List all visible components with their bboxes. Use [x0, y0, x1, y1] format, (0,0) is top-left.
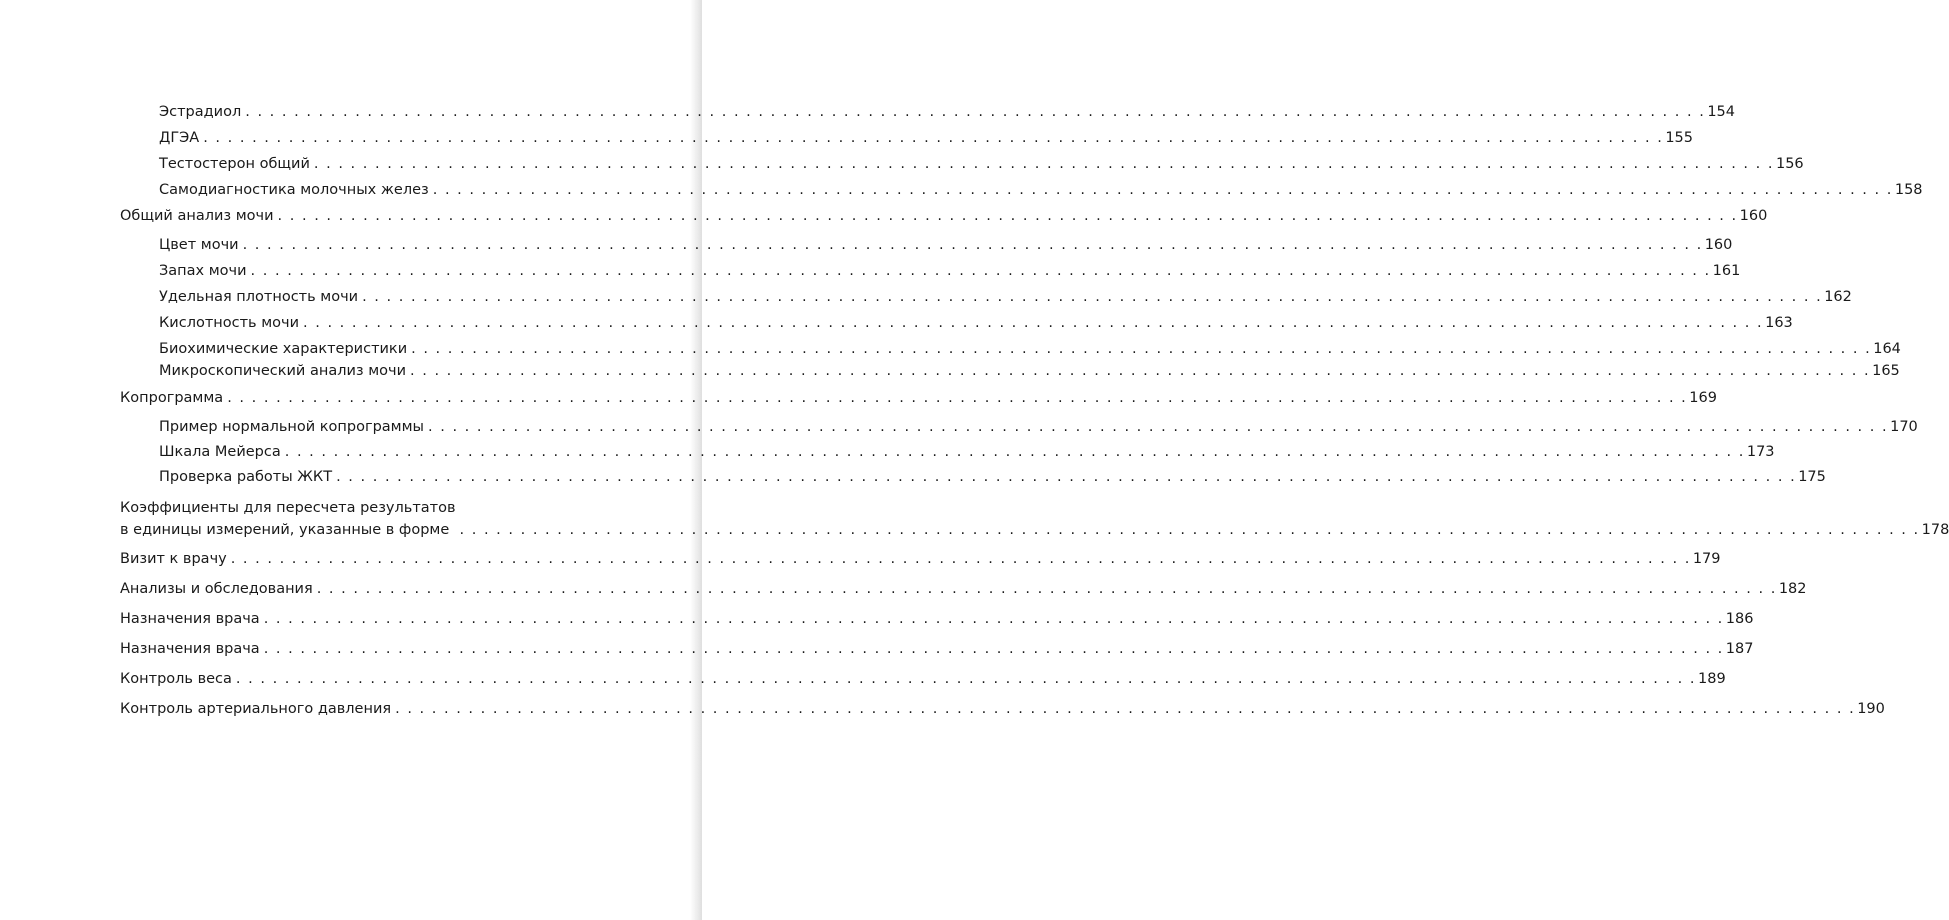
toc-entry-label: ДГЭА — [159, 130, 200, 146]
toc-leader-dots: . . . . . . . . . . . . . . . . . . . . . . . . . . . . . . . . . . . . . . . . . . . . . . . . . . . . . . . . . . . . . . . . . . . . . . . . . . . . . . . . . . . . . . . . . . . . . . . . . . . . . . . . . . . . . . . . . . . . . . . . — [395, 701, 1856, 717]
toc-section-page: 160 — [1739, 208, 1768, 224]
toc-leader-dots: . . . . . . . . . . . . . . . . . . . . . . . . . . . . . . . . . . . . . . . . . . . . . . . . . . . . . . . . . . . . . . . . . . . . . . . . . . . . . . . . . . . . . . . . . . . . . . . . . . . . . . . . . . . . . . . . . . . . . . . . — [284, 444, 1745, 460]
toc-section[interactable] — [120, 700, 1885, 718]
toc-entry-label: Цвет мочи — [159, 237, 239, 253]
toc-section-label: Анализы и обследования — [120, 581, 313, 597]
toc-section-label: Назначения врача — [120, 611, 260, 627]
toc-section[interactable] — [120, 207, 1768, 225]
toc-leader-dots: . . . . . . . . . . . . . . . . . . . . . . . . . . . . . . . . . . . . . . . . . . . . . . . . . . . . . . . . . . . . . . . . . . . . . . . . . . . . . . . . . . . . . . . . . . . . . . . . . . . . . . . . . . . . . . . . . . . . . . . . — [263, 641, 1724, 657]
toc-section[interactable] — [120, 640, 1754, 658]
toc-section-label: Визит к врачу — [120, 551, 227, 567]
toc-leader-dots: . . . . . . . . . . . . . . . . . . . . . . . . . . . . . . . . . . . . . . . . . . . . . . . . . . . . . . . . . . . . . . . . . . . . . . . . . . . . . . . . . . . . . . . . . . . . . . . . . . . . . . . . . . . . . . . . . . . . . . . . — [428, 419, 1889, 435]
toc-leader-dots: . . . . . . . . . . . . . . . . . . . . . . . . . . . . . . . . . . . . . . . . . . . . . . . . . . . . . . . . . . . . . . . . . . . . . . . . . . . . . . . . . . . . . . . . . . . . . . . . . . . . . . . . . . . . . . . . . . . . . . . . — [250, 263, 1711, 279]
toc-entry-page: 160 — [1704, 237, 1733, 253]
toc-section-page: 178 — [1921, 522, 1949, 538]
toc-entry[interactable] — [159, 103, 1736, 121]
toc-entry[interactable] — [159, 236, 1733, 254]
toc-entry-label: Проверка работы ЖКТ — [159, 469, 333, 485]
toc-section-label-line1: Коэффициенты для пересчета результатов — [120, 500, 456, 516]
toc-section-page: 186 — [1725, 611, 1754, 627]
toc-entry-page: 170 — [1890, 419, 1918, 435]
toc-leader-dots: . . . . . . . . . . . . . . . . . . . . . . . . . . . . . . . . . . . . . . . . . . . . . . . . . . . . . . . . . . . . . . . . . . . . . . . . . . . . . . . . . . . . . . . . . . . . . . . . . . . . . . . . . . . . . . . . . . . . . . . . — [230, 551, 1691, 567]
toc-entry[interactable] — [159, 443, 1775, 461]
toc-entry-label: Удельная плотность мочи — [159, 289, 359, 305]
toc-section-label: Назначения врача — [120, 641, 260, 657]
toc-entry-label: Запах мочи — [159, 263, 247, 279]
toc-entry-page: 154 — [1707, 104, 1736, 120]
toc-section-label-multiline — [120, 497, 460, 541]
toc-entry[interactable] — [159, 314, 1793, 332]
toc-section[interactable] — [120, 670, 1726, 688]
toc-section-page: 189 — [1698, 671, 1726, 687]
toc-leader-dots: . . . . . . . . . . . . . . . . . . . . . . . . . . . . . . . . . . . . . . . . . . . . . . . . . . . . . . . . . . . . . . . . . . . . . . . . . . . . . . . . . . . . . . . . . . . . . . . . . . . . . . . . . . . . . . . . . . . . . . . . — [411, 341, 1872, 357]
toc-section-label-line2: в единицы измерений, указанные в форме — [120, 522, 450, 538]
toc-section-page: 182 — [1778, 581, 1807, 597]
toc-section[interactable] — [120, 497, 1949, 541]
toc-entry[interactable] — [159, 468, 1826, 486]
toc-leader-dots: . . . . . . . . . . . . . . . . . . . . . . . . . . . . . . . . . . . . . . . . . . . . . . . . . . . . . . . . . . . . . . . . . . . . . . . . . . . . . . . . . . . . . . . . . . . . . . . . . . . . . . . . . . . . . . . . . . . . . . . . — [313, 156, 1774, 172]
toc-section-page: 169 — [1689, 390, 1717, 406]
toc-entry-label: Эстрадиол — [159, 104, 242, 120]
toc-leader-dots: . . . . . . . . . . . . . . . . . . . . . . . . . . . . . . . . . . . . . . . . . . . . . . . . . . . . . . . . . . . . . . . . . . . . . . . . . . . . . . . . . . . . . . . . . . . . . . . . . . . . . . . . . . . . . . . . . . . . . . . . — [277, 208, 1738, 224]
toc-entry-page: 164 — [1873, 341, 1901, 357]
toc-entry-label: Микроскопический анализ мочи — [159, 363, 407, 379]
toc-leader-dots: . . . . . . . . . . . . . . . . . . . . . . . . . . . . . . . . . . . . . . . . . . . . . . . . . . . . . . . . . . . . . . . . . . . . . . . . . . . . . . . . . . . . . . . . . . . . . . . . . . . . . . . . . . . . . . . . . . . . . . . . — [263, 611, 1724, 627]
toc-entry[interactable] — [159, 288, 1852, 306]
toc-section[interactable] — [120, 550, 1721, 568]
toc-leader-dots: . . . . . . . . . . . . . . . . . . . . . . . . . . . . . . . . . . . . . . . . . . . . . . . . . . . . . . . . . . . . . . . . . . . . . . . . . . . . . . . . . . . . . . . . . . . . . . . . . . . . . . . . . . . . . . . . . . . . . . . . — [316, 581, 1777, 597]
toc-leader-dots: . . . . . . . . . . . . . . . . . . . . . . . . . . . . . . . . . . . . . . . . . . . . . . . . . . . . . . . . . . . . . . . . . . . . . . . . . . . . . . . . . . . . . . . . . . . . . . . . . . . . . . . . . . . . . . . . . . . . . . . . — [242, 237, 1703, 253]
toc-entry[interactable] — [159, 362, 1900, 380]
toc-entry-label: Кислотность мочи — [159, 315, 300, 331]
toc-leader-dots: . . . . . . . . . . . . . . . . . . . . . . . . . . . . . . . . . . . . . . . . . . . . . . . . . . . . . . . . . . . . . . . . . . . . . . . . . . . . . . . . . . . . . . . . . . . . . . . . . . . . . . . . . . . . . . . . . . . . . . . . — [303, 315, 1764, 331]
toc-section-label: Общий анализ мочи — [120, 208, 274, 224]
toc-entry[interactable] — [159, 340, 1901, 358]
toc-entry[interactable] — [159, 181, 1923, 199]
toc-leader-dots: . . . . . . . . . . . . . . . . . . . . . . . . . . . . . . . . . . . . . . . . . . . . . . . . . . . . . . . . . . . . . . . . . . . . . . . . . . . . . . . . . . . . . . . . . . . . . . . . . . . . . . . . . . . . . . . . . . . . . . . . — [227, 390, 1688, 406]
toc-section[interactable] — [120, 389, 1717, 407]
toc-entry[interactable] — [159, 262, 1741, 280]
toc-leader-dots: . . . . . . . . . . . . . . . . . . . . . . . . . . . . . . . . . . . . . . . . . . . . . . . . . . . . . . . . . . . . . . . . . . . . . . . . . . . . . . . . . . . . . . . . . . . . . . . . . . . . . . . . . . . . . . . . . . . . . . . . — [410, 363, 1871, 379]
toc-section-label: Контроль артериального давления — [120, 701, 392, 717]
toc-section-label: Копрограмма — [120, 390, 224, 406]
toc-entry[interactable] — [159, 129, 1693, 147]
toc-entry-page: 156 — [1775, 156, 1804, 172]
toc-section-page: 179 — [1692, 551, 1721, 567]
toc-leader-dots: . . . . . . . . . . . . . . . . . . . . . . . . . . . . . . . . . . . . . . . . . . . . . . . . . . . . . . . . . . . . . . . . . . . . . . . . . . . . . . . . . . . . . . . . . . . . . . . . . . . . . . . . . . . . . . . . . . . . . . . . — [432, 182, 1893, 198]
toc-entry[interactable] — [159, 155, 1804, 173]
toc-entry-label: Пример нормальной копрограммы — [159, 419, 425, 435]
toc-entry-page: 175 — [1798, 469, 1826, 485]
toc-entry-label: Самодиагностика молочных желез — [159, 182, 429, 198]
toc-entry-page: 173 — [1746, 444, 1775, 460]
toc-entry-page: 155 — [1665, 130, 1693, 146]
toc-section[interactable] — [120, 580, 1807, 598]
toc-leader-dots: . . . . . . . . . . . . . . . . . . . . . . . . . . . . . . . . . . . . . . . . . . . . . . . . . . . . . . . . . . . . . . . . . . . . . . . . . . . . . . . . . . . . . . . . . . . . . . . . . . . . . . . . . . . . . . . . . . . . . . . . — [203, 130, 1664, 146]
toc-leader-dots: . . . . . . . . . . . . . . . . . . . . . . . . . . . . . . . . . . . . . . . . . . . . . . . . . . . . . . . . . . . . . . . . . . . . . . . . . . . . . . . . . . . . . . . . . . . . . . . . . . . . . . . . . . . . . . . . . . . . . . . . — [235, 671, 1697, 687]
toc-section-page: 190 — [1857, 701, 1885, 717]
toc-entry-page: 161 — [1712, 263, 1741, 279]
toc-leader-dots: . . . . . . . . . . . . . . . . . . . . . . . . . . . . . . . . . . . . . . . . . . . . . . . . . . . . . . . . . . . . . . . . . . . . . . . . . . . . . . . . . . . . . . . . . . . . . . . . . . . . . . . . . . . . . . . . . . . . . . . . — [362, 289, 1823, 305]
toc-leader-dots: . . . . . . . . . . . . . . . . . . . . . . . . . . . . . . . . . . . . . . . . . . . . . . . . . . . . . . . . . . . . . . . . . . . . . . . . . . . . . . . . . . . . . . . . . . . . . . . . . . . . . . . . . . . . . . . . . . . . . . . . — [245, 104, 1706, 120]
toc-entry-label: Шкала Мейерса — [159, 444, 281, 460]
toc-entry-page: 165 — [1872, 363, 1900, 379]
toc-entry[interactable] — [159, 418, 1918, 436]
toc-entry-label: Тестостерон общий — [159, 156, 310, 172]
toc-leader-dots: . . . . . . . . . . . . . . . . . . . . . . . . . . . . . . . . . . . . . . . . . . . . . . . . . . . . . . . . . . . . . . . . . . . . . . . . . . . . . . . . . . . . . . . . . . . . . . . . . . . . . . . . . . . . . . . . . . . . . . . . — [336, 469, 1797, 485]
toc-leader-dots: . . . . . . . . . . . . . . . . . . . . . . . . . . . . . . . . . . . . . . . . . . . . . . . . . . . . . . . . . . . . . . . . . . . . . . . . . . . . . . . . . . . . . . . . . . . . . . . . . . . . . . . . . . . . . . . . . . . . . . . . — [459, 522, 1920, 538]
toc-entry-page: 163 — [1765, 315, 1793, 331]
toc-section-label: Контроль веса — [120, 671, 232, 687]
toc-entry-page: 158 — [1894, 182, 1923, 198]
toc-section-page: 187 — [1725, 641, 1754, 657]
toc-entry-page: 162 — [1824, 289, 1852, 305]
toc-entry-label: Биохимические характеристики — [159, 341, 408, 357]
toc-section[interactable] — [120, 610, 1754, 628]
